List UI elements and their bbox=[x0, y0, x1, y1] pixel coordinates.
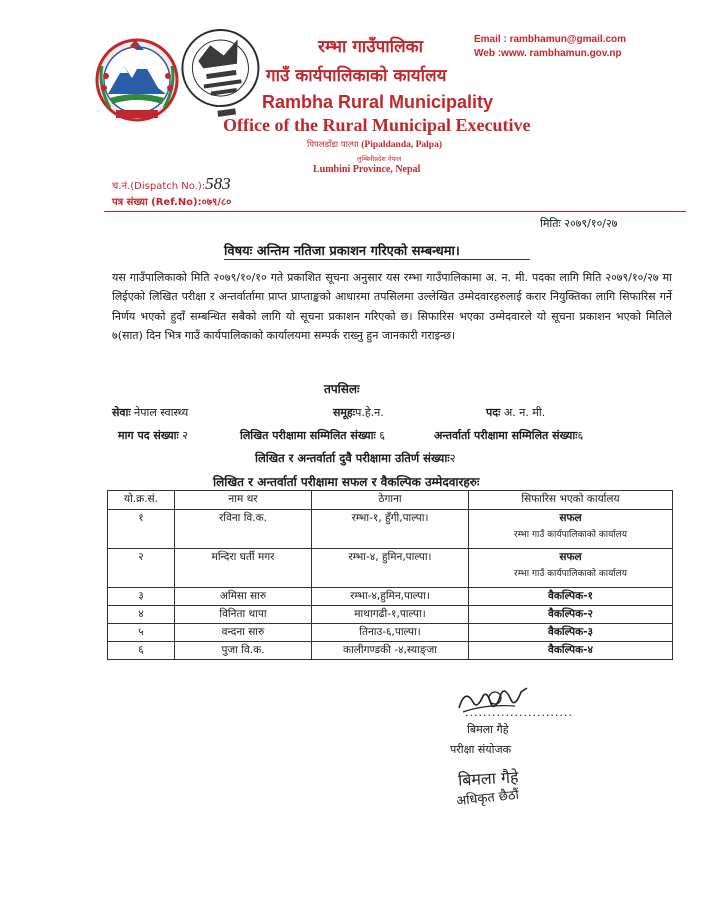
result-text: सफल bbox=[559, 551, 582, 563]
municipality-emblem-logo bbox=[92, 36, 182, 124]
ref-value: ०७९/८० bbox=[201, 197, 232, 208]
org-name-nepali: रम्भा गाउँपालिका bbox=[318, 37, 424, 57]
service-label: सेवाः bbox=[112, 406, 131, 419]
address-cell: रम्भा-४,हुमिन,पाल्पा। bbox=[312, 588, 469, 606]
service-field bbox=[112, 405, 188, 420]
group-value: प.हे.न. bbox=[355, 406, 384, 419]
rank-stamp: अधिकृत छैठौं bbox=[455, 787, 520, 810]
passed-value: २ bbox=[449, 451, 456, 465]
table-row bbox=[108, 549, 673, 588]
province-english: Lumbini Province, Nepal bbox=[313, 164, 421, 175]
address-cell: रम्भा-४, हुमिन,पाल्पा। bbox=[312, 549, 469, 588]
written-value: ६ bbox=[379, 429, 385, 442]
written-label: लिखित परीक्षामा सम्मिलित संख्याः bbox=[240, 429, 376, 442]
office-text: रम्भा गाउँ कार्यपालिकाको कार्यालय bbox=[514, 569, 627, 579]
letter-subject: विषयः अन्तिम नतिजा प्रकाशन गरिएको सम्बन्धमा। bbox=[224, 244, 460, 259]
serial-cell: २ bbox=[108, 549, 175, 588]
group-label: समूहः bbox=[333, 406, 356, 419]
province-nepali: लुम्बिनीप्रदेश नेपाल bbox=[357, 155, 402, 163]
table-row bbox=[108, 588, 673, 606]
dispatch-number bbox=[112, 174, 231, 194]
written-count-field bbox=[240, 428, 385, 443]
interview-label: अन्तर्वार्ता परीक्षामा सम्मिलित संख्याः bbox=[434, 429, 578, 442]
signatory-title: परीक्षा संयोजक bbox=[450, 743, 512, 756]
recommendation-cell bbox=[469, 549, 673, 588]
candidates-table bbox=[107, 490, 673, 660]
signatory-name: बिमला गैहे bbox=[467, 723, 509, 736]
office-text: रम्भा गाउँ कार्यपालिकाको कार्यालय bbox=[514, 530, 627, 540]
group-field bbox=[333, 405, 384, 420]
recommendation-cell bbox=[469, 510, 673, 549]
table-row bbox=[108, 606, 673, 624]
result-text: सफल bbox=[559, 512, 582, 524]
office-name-nepali: गाउँ कार्यपालिकाको कार्यालय bbox=[266, 66, 447, 86]
reference-number bbox=[112, 194, 231, 208]
letter-body: यस गाउँपालिकाको मिति २०७९/१०/१० गते प्रकाशित सूचना अनुसार यस रम्भा गाउँपालिकामा अ. न. मी. पदका लागि मिति २०७९/१०/२७ मा लिईएको लिखित परीक्षा र अन्तर्वार्तामा प्राप्त प्राप्ताङ्कको आधारमा तपसिलमा उल्लेखित उम्मेदवारहरुलाई करार नियुक्तिका लागि सिफारिस गर्ने निर्णय भएको हुदाँ सम्बन्धित सबैको लागि यो सूचना प्रकाशन गरिएको छ। सिफारिस भएका उम्मेदवारले यो सूचना प्रकाशन भएको मितिले ७(सात) दिन भित्र गाउँ कार्यपालिकाको कार्यालयमा सम्पर्क राख्नु हुन जानकारी गराइन्छ। bbox=[112, 271, 672, 343]
name-cell: अमिसा सारु bbox=[175, 588, 312, 606]
table-header-row bbox=[108, 491, 673, 510]
letter-date: मितिः २०७९/१०/२७ bbox=[540, 217, 618, 230]
name-cell: मन्दिरा घर्ती मगर bbox=[175, 549, 312, 588]
serial-cell: १ bbox=[108, 510, 175, 549]
serial-cell: ६ bbox=[108, 642, 175, 660]
passed-count-field bbox=[255, 451, 456, 466]
table-heading: लिखित र अन्तर्वार्ता परीक्षामा सफल र वैकल्पिक उम्मेदवारहरुः bbox=[213, 475, 480, 489]
name-cell: विनिता थापा bbox=[175, 606, 312, 624]
result-text: वैकल्पिक-१ bbox=[548, 590, 593, 602]
col-address-header: ठेगाना bbox=[312, 491, 469, 510]
signature-line: ........................ bbox=[465, 706, 573, 719]
name-cell: पुजा वि.क. bbox=[175, 642, 312, 660]
address-cell: कालीगण्डकी -४,स्याङ्जा bbox=[312, 642, 469, 660]
details-heading: तपसिलः bbox=[324, 382, 360, 396]
recommendation-cell bbox=[469, 624, 673, 642]
table-row bbox=[108, 510, 673, 549]
passed-label: लिखित र अन्तर्वार्ता दुवै परीक्षामा उतिर्ण संख्याः bbox=[255, 451, 450, 465]
address-english: (Pipaldanda, Palpa) bbox=[361, 140, 443, 150]
address-cell: तिनाउ-६,पाल्पा। bbox=[312, 624, 469, 642]
serial-cell: ५ bbox=[108, 624, 175, 642]
table-row bbox=[108, 642, 673, 660]
serial-cell: ३ bbox=[108, 588, 175, 606]
org-name-english: Rambha Rural Municipality bbox=[262, 92, 494, 112]
recommendation-cell bbox=[469, 588, 673, 606]
table-row bbox=[108, 624, 673, 642]
subject-underline bbox=[224, 259, 530, 260]
ref-label: पत्र संख्या (Ref.No): bbox=[112, 197, 202, 208]
col-office-header: सिफारिस भएको कार्यालय bbox=[469, 491, 673, 510]
address-cell: माथागढी-१,पाल्पा। bbox=[312, 606, 469, 624]
website-address: Web :www. rambhamun.gov.np bbox=[474, 48, 622, 59]
interview-value: ६ bbox=[577, 429, 584, 442]
dispatch-label: च.नं.(Dispatch No.): bbox=[112, 181, 206, 192]
header-divider bbox=[104, 211, 686, 212]
interview-count-field bbox=[434, 428, 583, 443]
serial-cell: ४ bbox=[108, 606, 175, 624]
office-name-english: Office of the Rural Municipal Executive bbox=[223, 115, 531, 135]
post-value: अ. न. मी. bbox=[503, 406, 546, 419]
demand-value: २ bbox=[182, 429, 188, 442]
address-cell: रम्भा-१, हुँगी,पाल्पा। bbox=[312, 510, 469, 549]
result-text: वैकल्पिक-४ bbox=[548, 644, 593, 656]
address-line bbox=[307, 139, 442, 150]
name-cell: वन्दना सारु bbox=[175, 624, 312, 642]
col-name-header: नाम थर bbox=[175, 491, 312, 510]
address-nepali: पिपलडाँडा पाल्पा bbox=[307, 140, 359, 150]
result-text: वैकल्पिक-३ bbox=[548, 626, 593, 638]
post-field bbox=[486, 405, 545, 420]
name-cell: रविना वि.क. bbox=[175, 510, 312, 549]
post-label: पदः bbox=[486, 406, 501, 419]
service-value: नेपाल स्वास्थ्य bbox=[134, 406, 189, 419]
dispatch-value: 583 bbox=[205, 174, 231, 193]
name-stamp: बिमला गैहे bbox=[457, 767, 519, 790]
col-serial-header: यो.क्र.सं. bbox=[108, 491, 175, 510]
email-address: Email : rambhamun@gmail.com bbox=[474, 34, 627, 45]
demand-count-field bbox=[118, 428, 188, 443]
recommendation-cell bbox=[469, 642, 673, 660]
result-text: वैकल्पिक-२ bbox=[548, 608, 593, 620]
recommendation-cell bbox=[469, 606, 673, 624]
demand-label: माग पद संख्याः bbox=[118, 429, 179, 442]
